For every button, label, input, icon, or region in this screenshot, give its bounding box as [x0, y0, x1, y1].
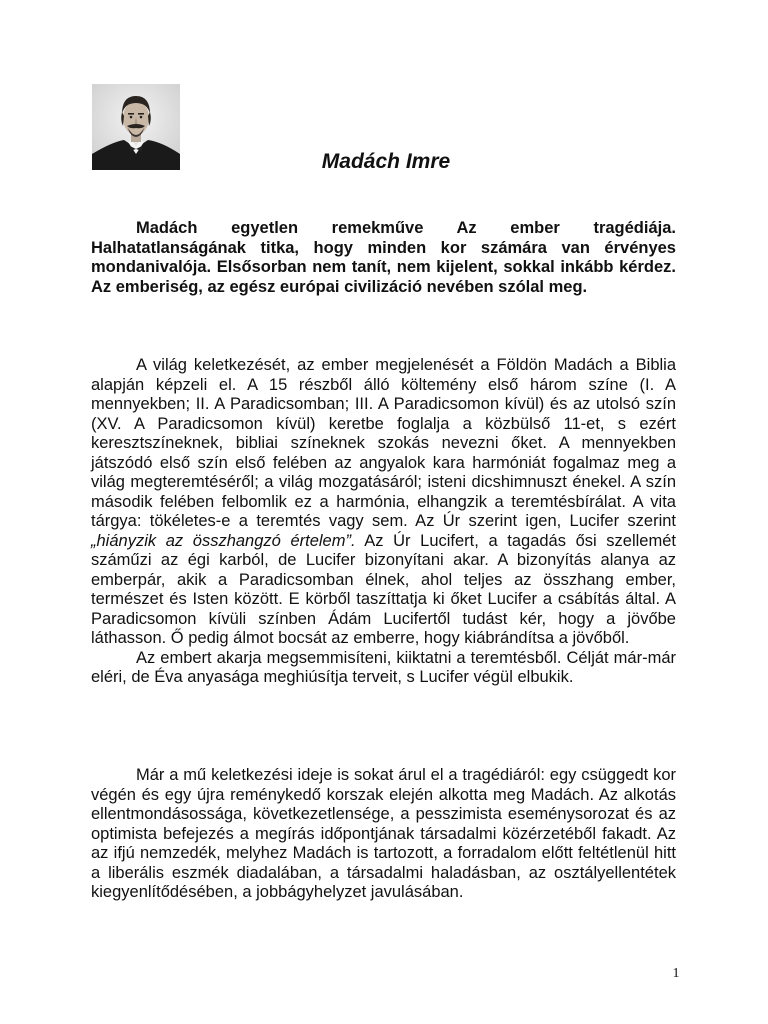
document-title: Madách Imre	[321, 150, 451, 173]
intro-paragraph: Madách egyetlen remekműve Az ember tragédiája. Halhatatlanságának titka, hogy minden kor számára van érvényes mondanivalója. Elsősorban nem tanít, nem kijelent, sokkal inkább kérdez. Az emberiség, az egész európai civilizáció nevében szólal meg.	[91, 219, 676, 296]
section-biblical-frame	[91, 356, 676, 688]
paragraph-text: A világ keletkezését, az ember megjelenését a Földön Madách a Biblia alapján képzeli el. A 15 részből álló költemény első három színe (I. A mennyekben; II. A Paradicsomban; III. A Paradicsomon kívül) és az utolsó szín (XV. A Paradicsomon kívül) keretbe foglalja a közbülső 11-et, s ezért keresztszíneknek, bibliai színeknek szokás nevezni őket. A mennyekben játszódó első szín első felében az angyalok kara harmóniát fogalmaz meg a világ megteremtéséről; a világ mozgatásáról; isteni dicshimnuszt énekel. A szín második felében felbomlik ez a harmónia, elhangzik a teremtésbírálat. A vita tárgya: tökéletes-e a teremtés vagy sem. Az Úr szerint igen, Lucifer szerint	[91, 356, 676, 530]
lucifer-quote: „hiányzik az összhangzó értelem”.	[91, 531, 356, 550]
intro-paragraph-block	[91, 219, 676, 297]
paragraph-text: Az Úr Lucifert, a tagadás ősi szellemét száműzi az égi karból, de Lucifer bizonyítani akar. A bizonyítás alanya az emberpár, akik a Paradicsomban élnek, ahol teljes az összhang ember, természet és Isten között. E körből taszíttatja ki őket Lucifer a csábítás által. A Paradicsomon kívüli színben Ádám Lucifertől tudást kér, hogy a jövőbe láthasson. Ő pedig álmot bocsát az emberre, hogy kiábrándítsa a jövőből.	[91, 531, 676, 647]
page-number: 1	[672, 966, 680, 981]
paragraph-lucifer-aim: Az embert akarja megsemmisíteni, kiiktatni a teremtésből. Célját már-már eléri, de Éva anyasága meghiúsítja terveit, s Lucifer végül elbukik.	[91, 648, 676, 686]
paragraph-creation-time: Már a mű keletkezési ideje is sokat árul el a tragédiáról: egy csüggedt kor végén és egy újra reménykedő korszak elején alkotta meg Madách. Az alkotás ellentmondásossága, következetlensége, a pesszimista eseménysorozat és az optimista befejezés a megírás időpontjának társadalmi közérzetéből fakadt. Az az ifjú nemzedék, melyhez Madách is tartozott, a forradalom előtt feltétlenül hitt a liberális eszmék diadalában, a társadalmi haladásban, az osztályellentétek kiegyenlítődésében, a jobbágyhelyzet javulásában.	[91, 766, 676, 901]
section-historical-context	[91, 766, 676, 903]
paragraph-world-creation	[91, 356, 676, 649]
